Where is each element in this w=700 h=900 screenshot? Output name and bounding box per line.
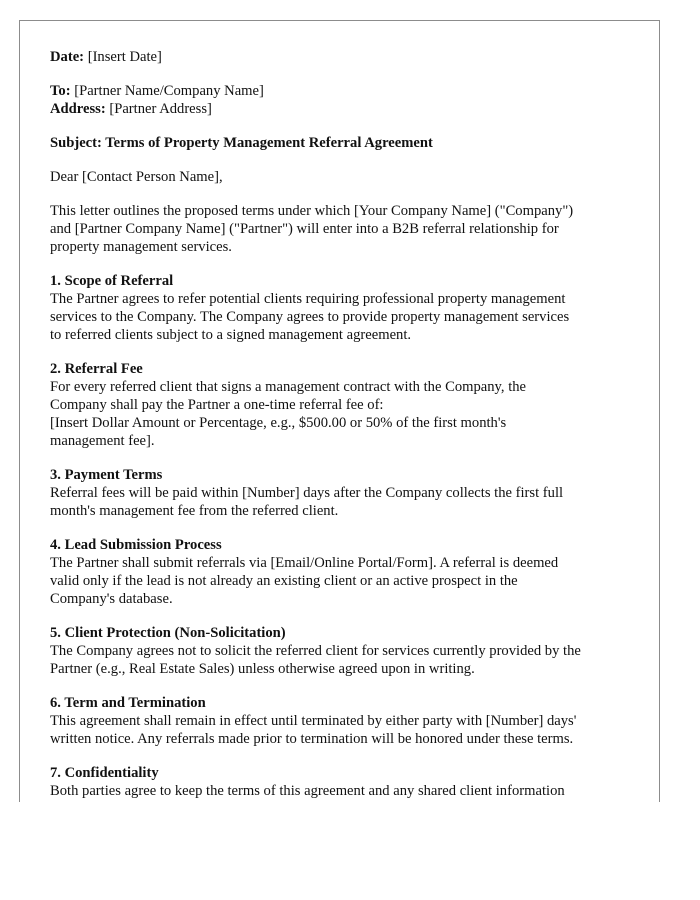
letter-body	[50, 48, 640, 800]
section-title: 4. Lead Submission Process	[50, 537, 222, 553]
salutation: Dear [Contact Person Name],	[50, 169, 223, 185]
section-line: For every referred client that signs a management contract with the Company, the	[50, 379, 527, 395]
section-client-protection	[50, 624, 640, 678]
to-value: [Partner Name/Company Name]	[74, 83, 264, 99]
section-confidentiality	[50, 764, 640, 800]
section-line: The Partner shall submit referrals via [Email/Online Portal/Form]. A referral is deemed	[50, 555, 559, 571]
intro-line: and [Partner Company Name] ("Partner") will enter into a B2B referral relationship for	[50, 221, 559, 237]
section-title: 5. Client Protection (Non-Solicitation)	[50, 625, 286, 641]
section-term-and-termination	[50, 694, 640, 748]
address-label: Address:	[50, 101, 106, 117]
section-line: month's management fee from the referred client.	[50, 503, 339, 519]
section-title: 2. Referral Fee	[50, 361, 143, 377]
intro-line: property management services.	[50, 239, 232, 255]
recipient-line	[50, 82, 640, 100]
section-line: Referral fees will be paid within [Number] days after the Company collects the first full	[50, 485, 564, 501]
section-title: 7. Confidentiality	[50, 765, 159, 781]
section-scope-of-referral	[50, 272, 640, 344]
section-line: to referred clients subject to a signed management agreement.	[50, 327, 412, 343]
section-line: valid only if the lead is not already an existing client or an active prospect in the	[50, 573, 518, 589]
section-line: services to the Company. The Company agrees to provide property management services	[50, 309, 570, 325]
section-title: 3. Payment Terms	[50, 467, 163, 483]
section-line: Both parties agree to keep the terms of this agreement and any shared client information	[50, 783, 565, 799]
section-title: 6. Term and Termination	[50, 695, 206, 711]
section-line: [Insert Dollar Amount or Percentage, e.g., $500.00 or 50% of the first month's	[50, 415, 507, 431]
section-line: The Partner agrees to refer potential clients requiring professional property management	[50, 291, 566, 307]
letter-page	[19, 20, 660, 802]
section-title: 1. Scope of Referral	[50, 273, 174, 289]
section-referral-fee	[50, 360, 640, 450]
intro-line: This letter outlines the proposed terms under which [Your Company Name] ("Company")	[50, 203, 574, 219]
intro-paragraph	[50, 202, 640, 256]
subject-line: Subject: Terms of Property Management Referral Agreement	[50, 135, 433, 151]
to-label: To:	[50, 83, 71, 99]
section-line: The Company agrees not to solicit the referred client for services currently provided by the	[50, 643, 581, 659]
date-label: Date:	[50, 49, 85, 65]
section-payment-terms	[50, 466, 640, 520]
section-line: Partner (e.g., Real Estate Sales) unless otherwise agreed upon in writing.	[50, 661, 475, 677]
section-lead-submission-process	[50, 536, 640, 608]
section-line: written notice. Any referrals made prior to termination will be honored under these terms.	[50, 731, 574, 747]
date-line	[50, 48, 640, 66]
section-line: management fee].	[50, 433, 155, 449]
address-line	[50, 100, 640, 118]
section-line: Company shall pay the Partner a one-time referral fee of:	[50, 397, 384, 413]
section-line: This agreement shall remain in effect until terminated by either party with [Number] days'	[50, 713, 577, 729]
address-value: [Partner Address]	[109, 101, 212, 117]
section-line: Company's database.	[50, 591, 173, 607]
date-value: [Insert Date]	[87, 49, 162, 65]
